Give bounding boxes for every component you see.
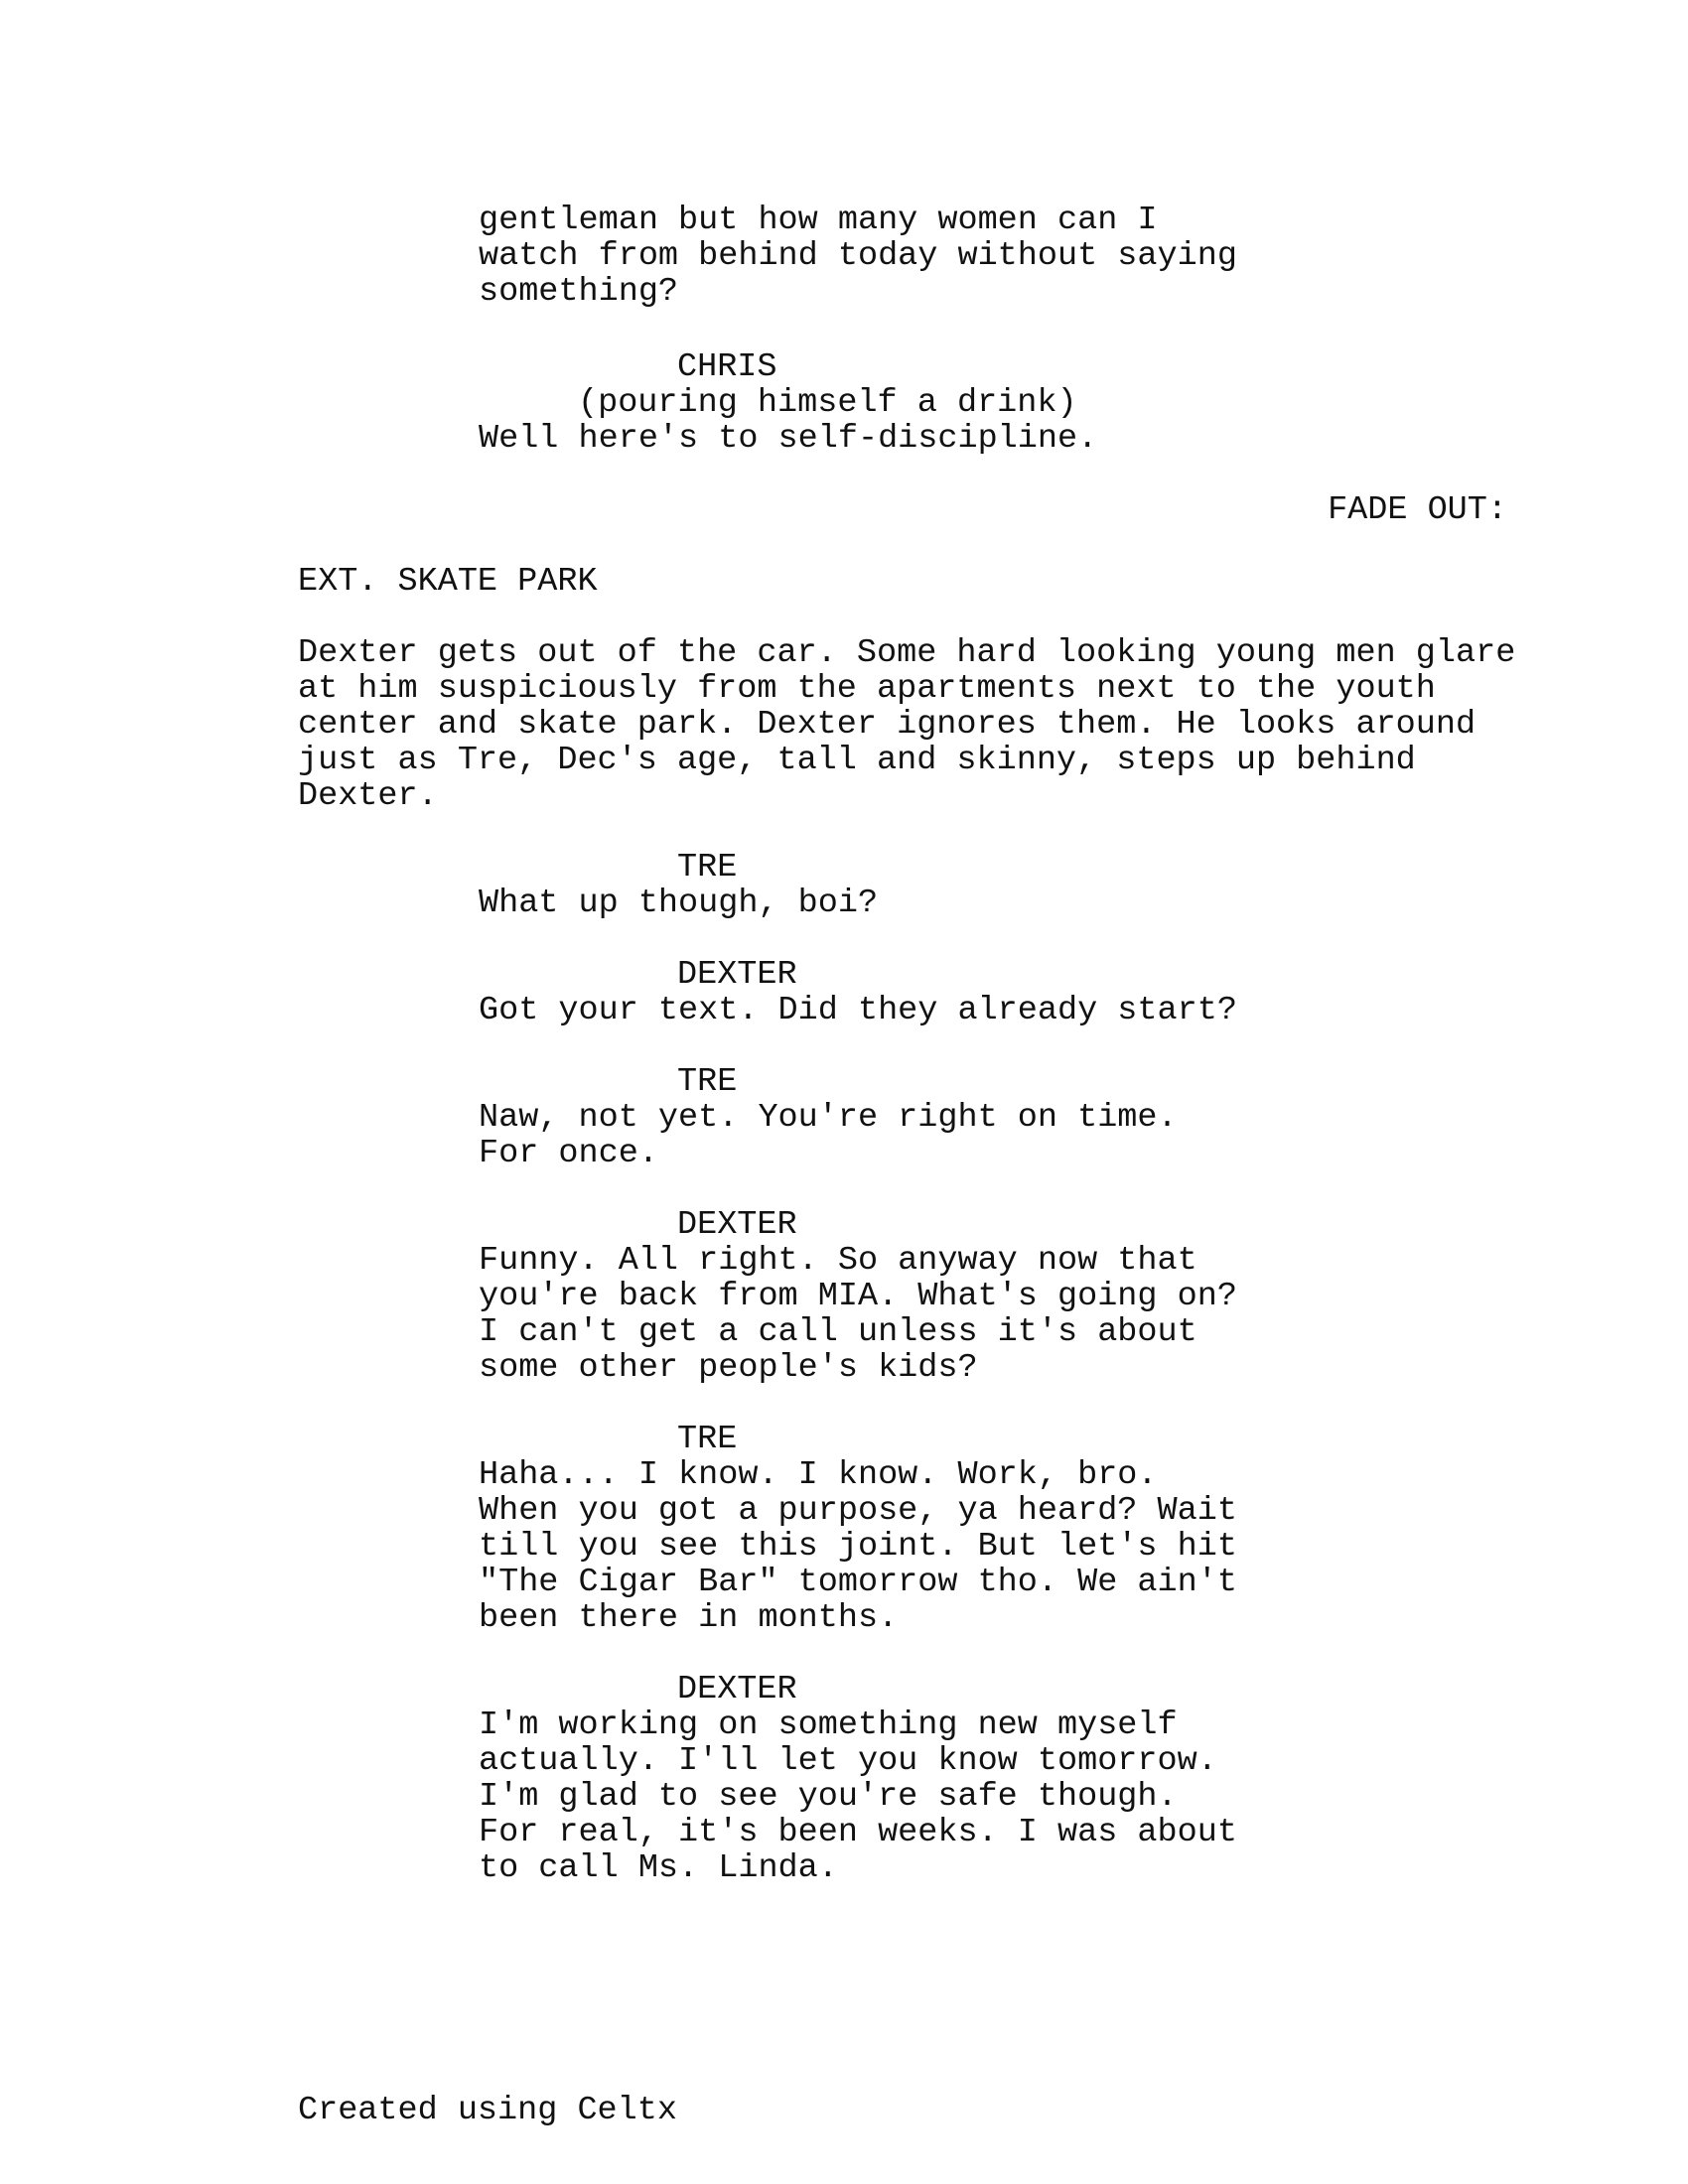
dialogue-block	[479, 1457, 1237, 1636]
dialogue-line: gentleman but how many women can I	[479, 202, 1158, 239]
dialogue-block	[479, 1243, 1237, 1386]
dialogue-line: watch from behind today without saying	[479, 237, 1237, 275]
action-line: Dexter.	[298, 777, 438, 815]
character-name-dexter: DEXTER	[677, 1206, 797, 1244]
dialogue-line: For once.	[479, 1135, 658, 1172]
dialogue-line: I'm glad to see you're safe though.	[479, 1778, 1178, 1816]
dialogue-line: What up though, boi?	[479, 885, 879, 922]
dialogue-line: For real, it's been weeks. I was about	[479, 1814, 1237, 1851]
dialogue-line: Naw, not yet. You're right on time.	[479, 1099, 1178, 1137]
action-line: at him suspiciously from the apartments next to the youth	[298, 670, 1436, 708]
transition: FADE OUT:	[1328, 491, 1507, 529]
dialogue-line: I'm working on something new myself	[479, 1706, 1178, 1744]
character-name-dexter: DEXTER	[677, 956, 797, 994]
dialogue-line: to call Ms. Linda.	[479, 1849, 838, 1887]
dialogue-line: Well here's to self-discipline.	[479, 420, 1098, 458]
action-line: center and skate park. Dexter ignores them. He looks around	[298, 706, 1477, 744]
character-name-chris: CHRIS	[677, 348, 777, 386]
character-name-tre: TRE	[677, 1063, 738, 1101]
dialogue-line: Got your text. Did they already start?	[479, 992, 1237, 1029]
action-line: just as Tre, Dec's age, tall and skinny, steps up behind	[298, 742, 1416, 779]
footer-credit: Created using Celtx	[298, 2092, 677, 2129]
dialogue-line: you're back from MIA. What's going on?	[479, 1278, 1237, 1315]
dialogue-line: Haha... I know. I know. Work, bro.	[479, 1456, 1158, 1494]
dialogue-line: I can't get a call unless it's about	[479, 1313, 1197, 1351]
continued-dialogue	[479, 203, 1237, 310]
dialogue-line: been there in months.	[479, 1599, 899, 1637]
dialogue-line: some other people's kids?	[479, 1349, 978, 1387]
character-name-tre: TRE	[677, 849, 738, 887]
character-name-tre: TRE	[677, 1421, 738, 1458]
dialogue-block	[479, 1100, 1178, 1171]
dialogue-line: When you got a purpose, ya heard? Wait	[479, 1492, 1237, 1530]
parenthetical: (pouring himself a drink)	[578, 384, 1077, 422]
dialogue-block	[479, 886, 878, 921]
dialogue-line: Funny. All right. So anyway now that	[479, 1242, 1197, 1280]
dialogue-line: till you see this joint. But let's hit	[479, 1528, 1237, 1566]
character-name-dexter: DEXTER	[677, 1671, 797, 1708]
action-line: Dexter gets out of the car. Some hard looking young men glare	[298, 634, 1516, 672]
dialogue-line: actually. I'll let you know tomorrow.	[479, 1742, 1217, 1780]
dialogue-block	[479, 1707, 1237, 1886]
action-block	[298, 635, 1515, 814]
dialogue-block	[479, 993, 1237, 1028]
scene-heading: EXT. SKATE PARK	[298, 563, 598, 601]
dialogue-line: "The Cigar Bar" tomorrow tho. We ain't	[479, 1564, 1237, 1601]
dialogue-line: something?	[479, 273, 679, 311]
